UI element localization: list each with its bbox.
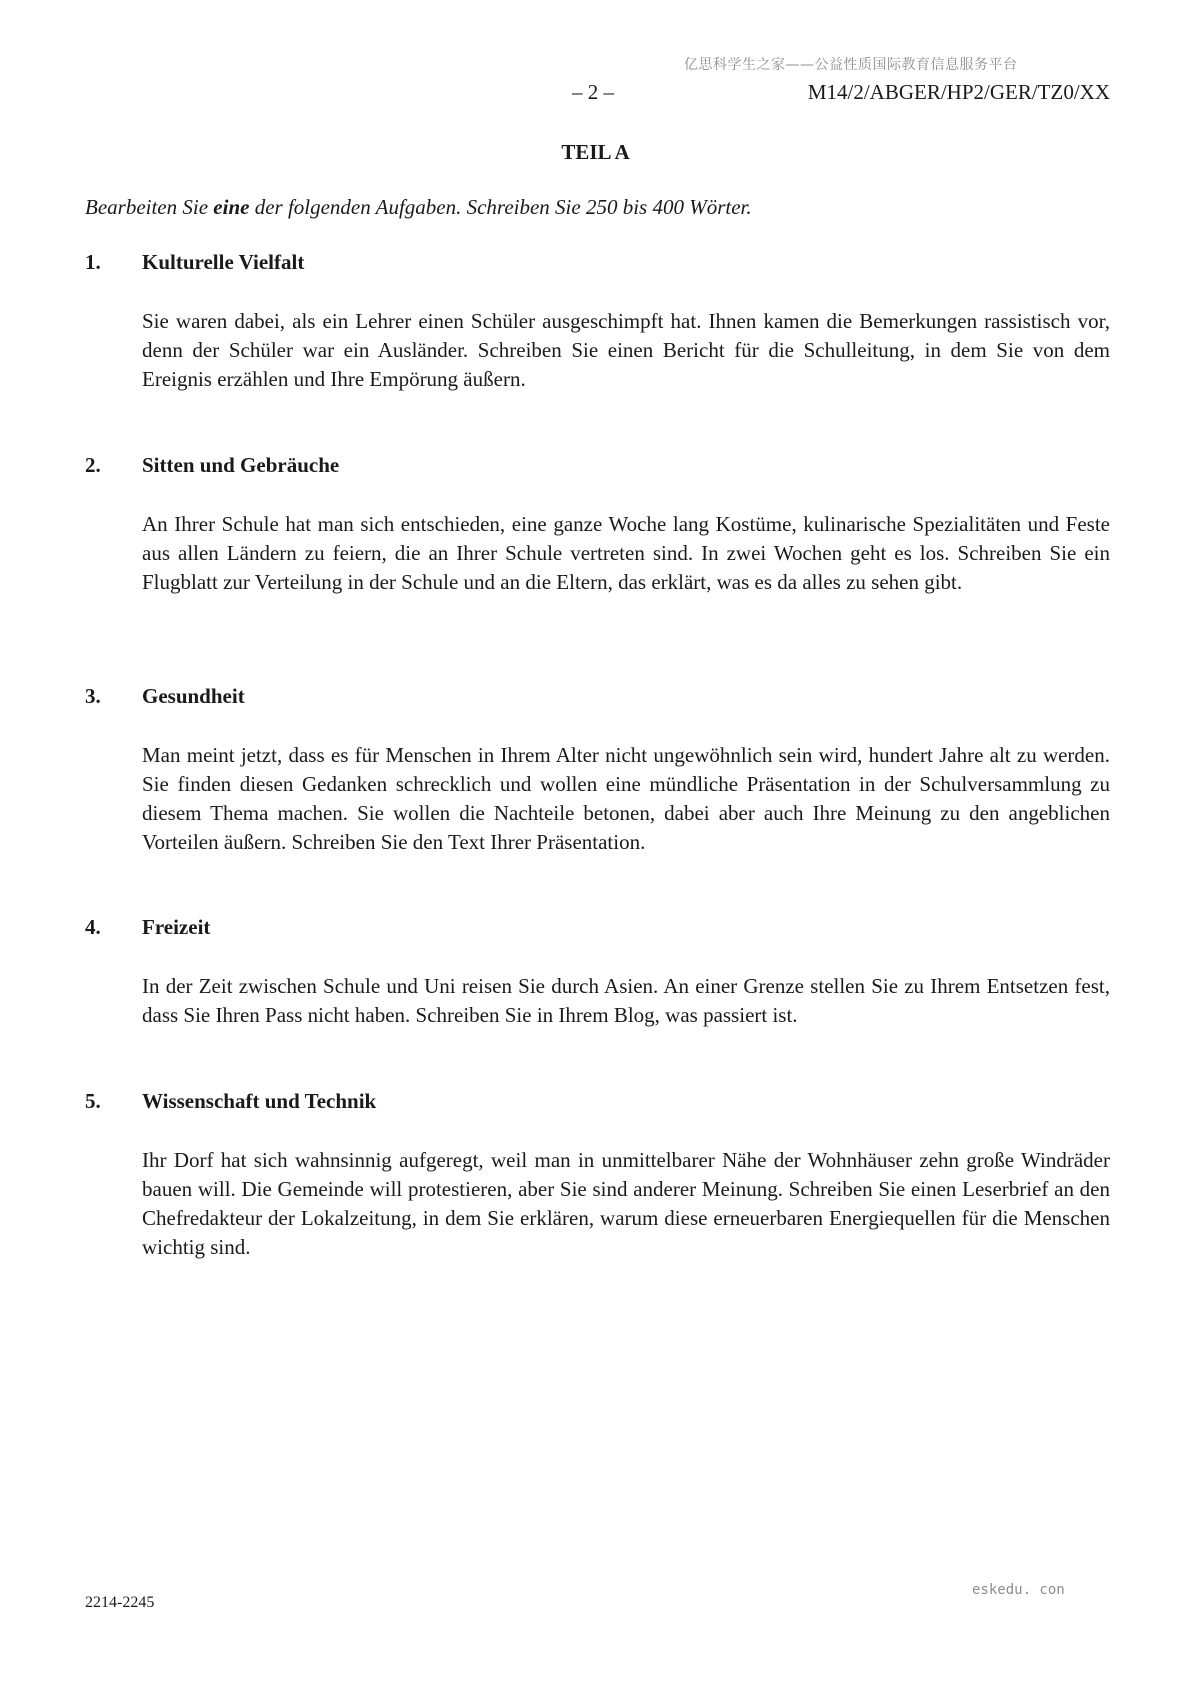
task-2: [85, 453, 1110, 597]
instructions: [85, 195, 752, 220]
instructions-emphasis: eine: [213, 195, 250, 219]
task-1: [85, 250, 1110, 394]
task-4: [85, 915, 1110, 1030]
task-title: Gesundheit: [142, 684, 245, 708]
page-number: – 2 –: [572, 80, 614, 104]
task-header: [85, 1089, 1110, 1119]
task-text: In der Zeit zwischen Schule und Uni reisen Sie durch Asien. An einer Grenze stellen Sie zu Ihrem Entsetzen fest, dass Sie Ihren Pass nicht haben. Schreiben Sie in Ihrem Blog, was passiert ist.: [142, 974, 1110, 1027]
task-number: 5.: [85, 1089, 101, 1113]
task-text: Ihr Dorf hat sich wahnsinnig aufgeregt, weil man in unmittelbarer Nähe der Wohnhäuser zehn große Windräder bauen will. Die Gemeinde will protestieren, aber Sie sind anderer Meinung. Schreiben Sie einen Leserbrief an den Chefredakteur der Lokalzeitung, in dem Sie erklären, warum diese erneuerbaren Energiequellen für die Menschen wichtig sind.: [142, 1148, 1110, 1259]
task-header: [85, 684, 1110, 714]
task-title: Wissenschaft und Technik: [142, 1089, 377, 1113]
task-header: [85, 915, 1110, 945]
task-header: [85, 250, 1110, 280]
task-text: Sie waren dabei, als ein Lehrer einen Schüler ausgeschimpft hat. Ihnen kamen die Bemerkungen rassistisch vor, denn der Schüler war ein Ausländer. Schreiben Sie einen Bericht für die Schulleitung, in dem Sie von dem Ereignis erzählen und Ihre Empörung äußern.: [142, 309, 1110, 391]
task-number: 2.: [85, 453, 101, 477]
task-text: An Ihrer Schule hat man sich entschieden, eine ganze Woche lang Kostüme, kulinarische Spezialitäten und Feste aus allen Ländern zu feiern, die an Ihrer Schule vertreten sind. In zwei Wochen geht es los. Schreiben Sie ein Flugblatt zur Verteilung in der Schule und an die Eltern, das erklärt, was es da alles zu sehen gibt.: [142, 512, 1110, 594]
task-title: Kulturelle Vielfalt: [142, 250, 305, 274]
task-number: 1.: [85, 250, 101, 274]
task-number: 4.: [85, 915, 101, 939]
task-header: [85, 453, 1110, 483]
task-5: [85, 1089, 1110, 1262]
watermark-footer: eskedu. con: [972, 1582, 1065, 1598]
footer-code: 2214-2245: [85, 1594, 155, 1611]
instructions-after: der folgenden Aufgaben. Schreiben Sie 250 bis 400 Wörter.: [249, 195, 752, 219]
section-title: TEIL A: [561, 140, 630, 164]
task-text: Man meint jetzt, dass es für Menschen in Ihrem Alter nicht ungewöhnlich sein wird, hundert Jahre alt zu werden. Sie finden diesen Gedanken schrecklich und wollen eine mündliche Präsentation in der Schulversammlung zu diesem Thema machen. Sie wollen die Nachteile betonen, dabei aber auch Ihre Meinung zu den angeblichen Vorteilen äußern. Schreiben Sie den Text Ihrer Präsentation.: [142, 743, 1110, 854]
task-title: Sitten und Gebräuche: [142, 453, 340, 477]
paper-code: M14/2/ABGER/HP2/GER/TZ0/XX: [807, 80, 1110, 104]
watermark-header: 亿思科学生之家——公益性质国际教育信息服务平台: [684, 57, 1018, 73]
instructions-before: Bearbeiten Sie: [85, 195, 214, 219]
task-3: [85, 684, 1110, 857]
task-title: Freizeit: [142, 915, 211, 939]
task-number: 3.: [85, 684, 101, 708]
